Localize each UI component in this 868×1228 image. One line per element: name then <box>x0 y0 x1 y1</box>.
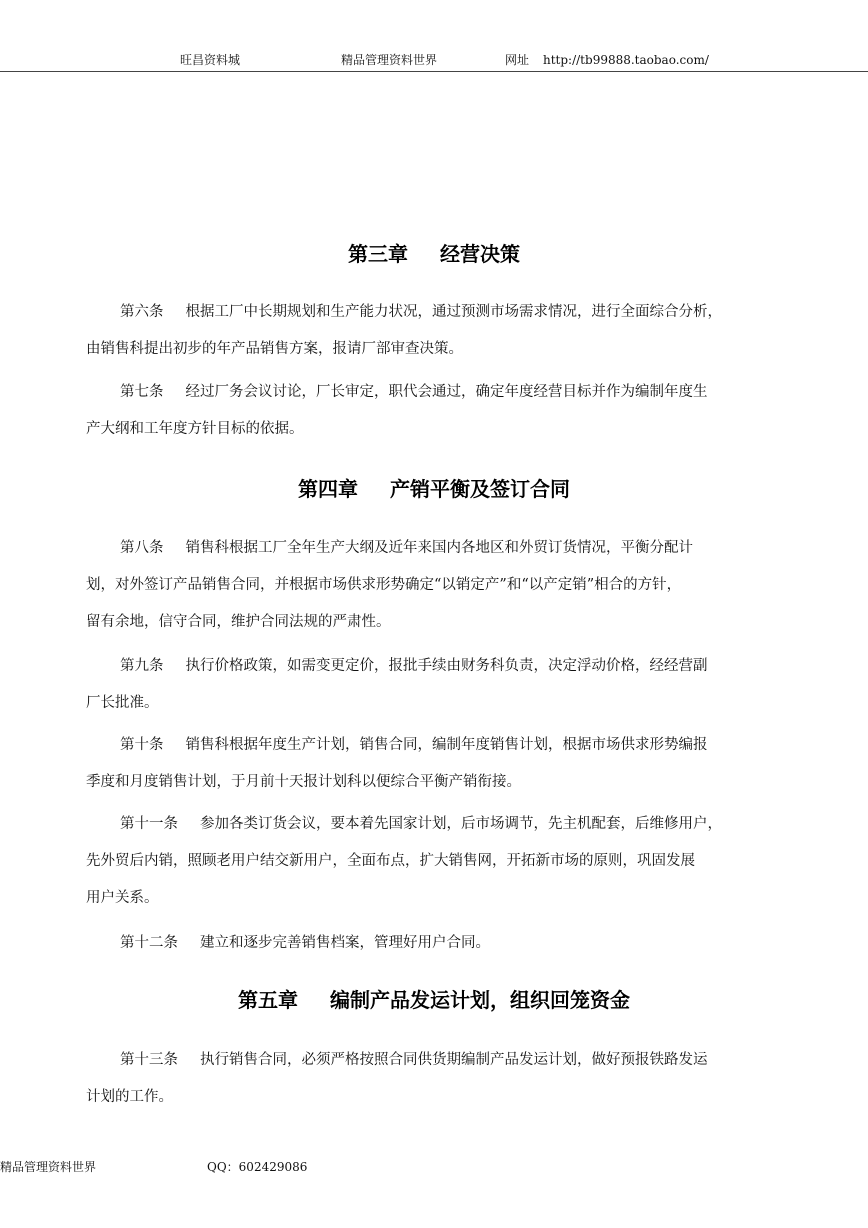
chapter-3-label: 第三章 <box>348 242 408 266</box>
article-13-number: 第十三条 <box>120 1052 178 1068</box>
article-13 <box>86 1042 786 1116</box>
chapter-3-title: 经营决策 <box>440 242 520 266</box>
article-11 <box>86 806 786 917</box>
article-10 <box>86 727 786 801</box>
header-shop-name: 旺昌资料城 <box>180 53 241 67</box>
article-11-line-1: 参加各类订货会议，要本着先国家计划，后市场调节，先主机配套，后维修用户， <box>200 816 722 832</box>
article-11-number: 第十一条 <box>120 816 178 832</box>
article-10-number: 第十条 <box>120 737 164 753</box>
header-url-link[interactable]: http://tb99888.taobao.com/ <box>543 53 709 67</box>
article-11-line-2: 先外贸后内销，照顾老用户结交新用户，全面布点，扩大销售网，开拓新市场的原则，巩固发展 <box>86 853 695 869</box>
article-8-line-2: 划，对外签订产品销售合同，并根据市场供求形势确定“以销定产”和“以产定销”相合的方针， <box>86 577 682 593</box>
chapter-3-heading <box>0 240 868 268</box>
article-13-line-1: 执行销售合同，必须严格按照合同供货期编制产品发运计划，做好预报铁路发运 <box>200 1052 708 1068</box>
page-footer <box>0 1158 868 1178</box>
article-8-number: 第八条 <box>120 540 164 556</box>
article-11-line-3: 用户关系。 <box>86 890 159 906</box>
article-6-line-2: 由销售科提出初步的年产品销售方案，报请厂部审查决策。 <box>86 341 463 357</box>
footer-qq: QQ：602429086 <box>207 1160 308 1174</box>
article-7-line-1: 经过厂务会议讨论，厂长审定，职代会通过，确定年度经营目标并作为编制年度生 <box>185 384 708 400</box>
article-7 <box>86 374 786 448</box>
article-10-line-2: 季度和月度销售计划，于月前十天报计划科以便综合平衡产销衔接。 <box>86 774 521 790</box>
chapter-5-heading <box>0 986 868 1014</box>
article-9 <box>86 648 786 722</box>
article-12-line-1: 建立和逐步完善销售档案，管理好用户合同。 <box>200 935 490 951</box>
header-rule <box>0 71 868 72</box>
article-8-line-1: 销售科根据工厂全年生产大纲及近年来国内各地区和外贸订货情况，平衡分配计 <box>185 540 693 556</box>
header-site-name: 精品管理资料世界 <box>341 53 438 67</box>
chapter-4-label: 第四章 <box>298 477 358 501</box>
article-6-number: 第六条 <box>120 304 164 320</box>
article-12 <box>86 925 786 962</box>
article-10-line-1: 销售科根据年度生产计划，销售合同，编制年度销售计划，根据市场供求形势编报 <box>185 737 708 753</box>
article-6-line-1: 根据工厂中长期规划和生产能力状况，通过预测市场需求情况，进行全面综合分析， <box>185 304 722 320</box>
article-13-line-2: 计划的工作。 <box>86 1089 173 1105</box>
footer-site-name: 精品管理资料世界 <box>0 1160 97 1174</box>
chapter-4-heading <box>0 475 868 503</box>
article-7-number: 第七条 <box>120 384 164 400</box>
page-header <box>0 0 868 72</box>
chapter-5-label: 第五章 <box>238 988 298 1012</box>
article-6 <box>86 294 786 368</box>
article-9-number: 第九条 <box>120 658 164 674</box>
chapter-4-title: 产销平衡及签订合同 <box>390 477 570 501</box>
article-9-line-2: 厂长批准。 <box>86 695 159 711</box>
article-8 <box>86 530 786 641</box>
article-9-line-1: 执行价格政策，如需变更定价，报批手续由财务科负责，决定浮动价格，经经营副 <box>185 658 708 674</box>
header-url-label: 网址 <box>505 53 530 67</box>
article-8-line-3: 留有余地，信守合同，维护合同法规的严肃性。 <box>86 614 391 630</box>
article-12-number: 第十二条 <box>120 935 178 951</box>
article-7-line-2: 产大纲和工年度方针目标的依据。 <box>86 421 304 437</box>
chapter-5-title: 编制产品发运计划，组织回笼资金 <box>330 988 630 1012</box>
